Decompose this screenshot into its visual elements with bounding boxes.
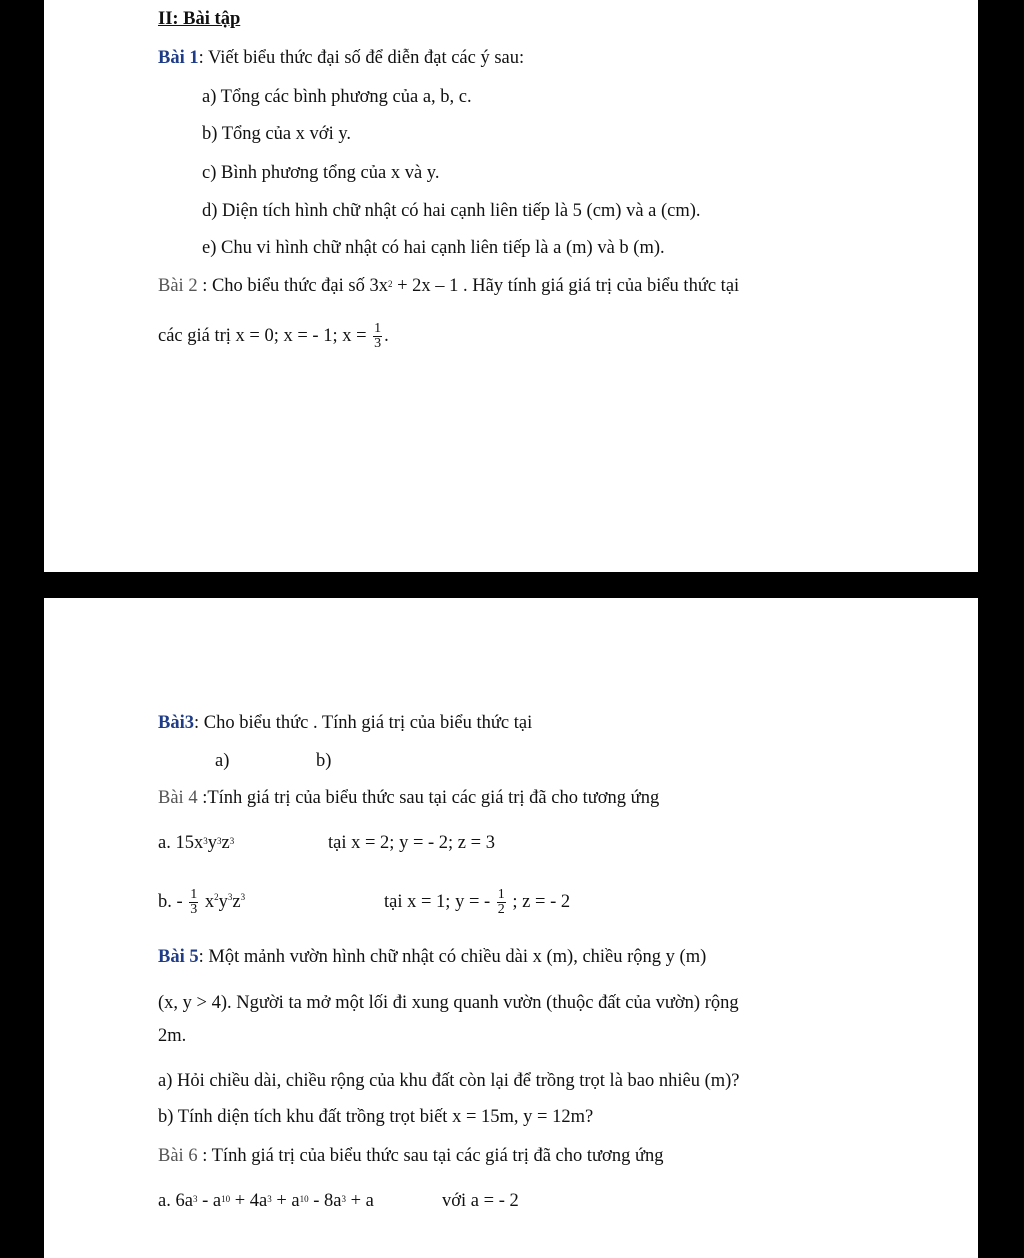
bai6-a-t1: a. 6a (158, 1191, 193, 1211)
bai3-item-b: b) (316, 751, 332, 771)
bai2-text-after: . Hãy tính giá giá trị của biểu thức tại (458, 276, 740, 296)
bai2-frac-num: 1 (374, 321, 382, 336)
bai4-label: Bài 4 (158, 788, 198, 808)
document-page-1 (44, 0, 978, 572)
bai5-text: : Một mảnh vườn hình chữ nhật có chiều dài x (m), chiều rộng y (m) (198, 947, 707, 967)
bai4-b-z: z (232, 891, 241, 912)
bai5-heading (158, 946, 706, 968)
bai3-text: : Cho biểu thức . Tính giá trị của biểu thức tại (193, 713, 533, 733)
bai3-label: Bài3 (158, 713, 194, 733)
bai4-b-fraction (189, 888, 198, 917)
bai4-b-y: y (218, 891, 228, 912)
bai6-a-e2: 10 (221, 1194, 231, 1204)
bai4-b-cond-fraction (497, 888, 506, 917)
bai4-a-prefix: a. 15x (158, 833, 204, 853)
bai1-text: : Viết biểu thức đại số để diễn đạt các ý sau: (198, 48, 525, 68)
bai3-heading (158, 712, 532, 734)
bai4-b-frac-num: 1 (190, 887, 198, 902)
bai6-label: Bài 6 (158, 1146, 198, 1166)
bai5-question-b: b) Tính diện tích khu đất trồng trọt biết x = 15m, y = 12m? (158, 1107, 594, 1127)
bai5-question-a: a) Hỏi chiều dài, chiều rộng của khu đất còn lại để trồng trọt là bao nhiêu (m)? (158, 1071, 740, 1091)
bai4-b-exp-z: 3 (240, 892, 246, 902)
bai4-heading (158, 787, 659, 809)
bai1-item-b: b) Tổng của x với y. (202, 124, 352, 144)
bai6-a-t4: + a (271, 1191, 300, 1211)
bai4-b-cond-frac-num: 1 (497, 887, 505, 902)
bai6-a-e1: 3 (192, 1194, 198, 1204)
section-title: II: Bài tập (158, 9, 241, 29)
bai4-b-cond-frac-den: 2 (497, 902, 505, 917)
bai1-item-d: d) Diện tích hình chữ nhật có hai cạnh liên tiếp là 5 (cm) và a (cm). (202, 201, 701, 221)
bai6-a-t3: + 4a (230, 1191, 268, 1211)
bai1-label: Bài 1 (158, 48, 199, 68)
bai6-a-t2: - a (197, 1191, 222, 1211)
bai2-line-2 (158, 322, 389, 351)
bai6-text: : Tính giá trị của biểu thức sau tại các giá trị đã cho tương ứng (197, 1146, 664, 1166)
bai3-item-a: a) (215, 751, 230, 771)
bai2-line-1 (158, 275, 739, 297)
bai4-a-exp-x: 3 (203, 836, 208, 846)
bai4-b-cond-pre: tại x = 1; y = - (384, 891, 495, 912)
bai6-item-a-cond: với a = - 2 (442, 1191, 519, 1211)
bai4-b-frac-den: 3 (190, 902, 198, 917)
bai2-line2-suffix: . (384, 325, 389, 346)
bai4-item-b-cond (384, 888, 570, 917)
bai2-frac-den: 3 (374, 336, 382, 351)
bai5-line-3: 2m. (158, 1026, 187, 1046)
bai4-a-z: z (221, 833, 230, 853)
bai4-b-exp-y: 3 (227, 892, 233, 902)
bai2-label: Bài 2 (158, 276, 198, 296)
bai1-item-a: a) Tổng các bình phương của a, b, c. (202, 87, 472, 107)
bai4-b-x: x (200, 891, 215, 912)
bai4-item-a-expr (158, 832, 234, 854)
bai6-a-e5: 3 (341, 1194, 346, 1204)
bai1-item-e: e) Chu vi hình chữ nhật có hai cạnh liên tiếp là a (m) và b (m). (202, 238, 665, 258)
bai4-a-exp-z: 3 (229, 836, 235, 846)
bai4-b-exp-x: 2 (214, 892, 219, 902)
bai2-exponent: 2 (387, 279, 393, 289)
document-page-2 (44, 598, 978, 1258)
bai2-line2-prefix: các giá trị x = 0; x = - 1; x = (158, 325, 372, 346)
bai1-heading (158, 47, 524, 69)
bai2-text-before: : Cho biểu thức đại số (197, 276, 370, 296)
bai4-a-exp-y: 3 (216, 836, 222, 846)
bai2-expr-b: + 2x – 1 (392, 276, 459, 296)
bai4-a-y: y (207, 833, 217, 853)
bai5-label: Bài 5 (158, 947, 199, 967)
bai6-a-t5: - 8a (308, 1191, 342, 1211)
bai6-a-e3: 3 (267, 1194, 272, 1204)
bai6-heading (158, 1145, 664, 1167)
bai6-item-a-expr (158, 1190, 374, 1212)
bai2-expr-a: 3x (369, 276, 388, 296)
bai6-a-t6: + a (346, 1191, 374, 1211)
bai5-line-2: (x, y > 4). Người ta mở một lối đi xung quanh vườn (thuộc đất của vườn) rộng (158, 993, 739, 1013)
bai4-item-a-cond: tại x = 2; y = - 2; z = 3 (328, 833, 495, 853)
bai2-fraction (373, 322, 382, 351)
bai4-text: :Tính giá trị của biểu thức sau tại các giá trị đã cho tương ứng (197, 788, 660, 808)
bai4-b-cond-post: ; z = - 2 (507, 891, 571, 912)
bai6-a-e4: 10 (299, 1194, 309, 1204)
bai1-item-c: c) Bình phương tổng của x và y. (202, 163, 440, 183)
bai4-b-prefix: b. - (158, 891, 188, 912)
bai4-item-b-expr (158, 888, 245, 917)
